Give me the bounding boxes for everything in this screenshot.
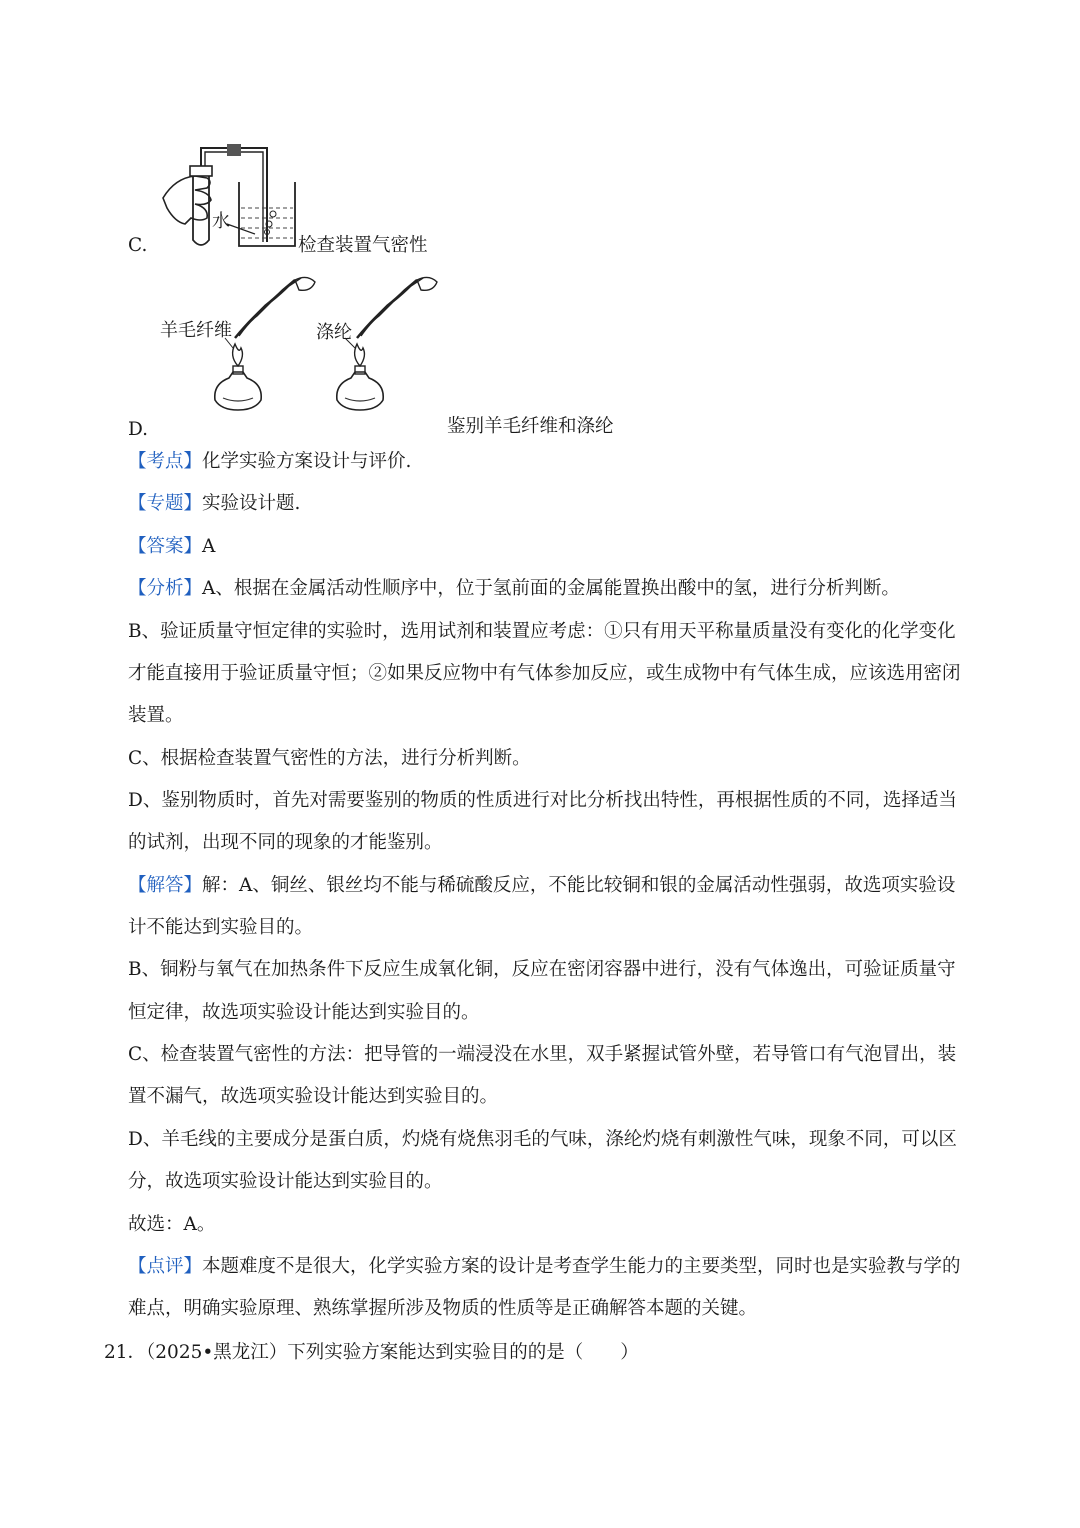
zhuanti-line (128, 492, 300, 516)
jieda-line (128, 874, 955, 898)
kaodian-text: 化学实验方案设计与评价. (202, 451, 412, 472)
zhuanti-tag: 【专题】 (128, 493, 203, 514)
airtightness-apparatus-figure (155, 138, 300, 256)
zhuanti-text: 实验设计题. (202, 493, 301, 514)
fenxi-line (128, 577, 900, 601)
answer-line (128, 535, 215, 559)
jieda-line: 分，故选项实验设计能达到实验目的。 (128, 1171, 443, 1192)
answer-text: A (202, 536, 216, 557)
jieda-line: 故选：A。 (128, 1214, 216, 1235)
fenxi-line: B、验证质量守恒定律的实验时，选用试剂和装置应考虑：①只有用天平称量质量没有变化的化学变化 (128, 621, 956, 642)
kaodian-line (128, 450, 411, 474)
next-question: 21．（2025•黑龙江）下列实验方案能达到实验目的的是（ ） (104, 1342, 639, 1363)
fenxi-line: 的试剂，出现不同的现象的才能鉴别。 (128, 832, 443, 853)
alcohol-lamp-left-icon (215, 277, 315, 410)
fenxi-tag: 【分析】 (128, 578, 203, 599)
wool-fiber-label: 羊毛纤维 (160, 320, 232, 341)
jieda-line: D、羊毛线的主要成分是蛋白质，灼烧有烧焦羽毛的气味，涤纶灼烧有刺激性气味，现象不同，可以区 (128, 1129, 957, 1150)
kaodian-tag: 【考点】 (128, 451, 203, 472)
dianping-line: 难点，明确实验原理、熟练掌握所涉及物质的性质等是正确解答本题的关键。 (128, 1298, 758, 1319)
fenxi-line: 才能直接用于验证质量守恒；②如果反应物中有气体参加反应，或生成物中有气体生成，应该选用密闭 (128, 663, 961, 684)
option-d-caption: 鉴别羊毛纤维和涤纶 (447, 416, 614, 437)
jieda-line: 恒定律，故选项实验设计能达到实验目的。 (128, 1002, 480, 1023)
jieda-line: C、检查装置气密性的方法：把导管的一端浸没在水里，双手紧握试管外壁，若导管口有气泡冒出，装 (128, 1044, 957, 1065)
option-c-letter: C. (128, 235, 148, 256)
dianping-line (128, 1255, 961, 1279)
answer-tag: 【答案】 (128, 536, 203, 557)
jieda-line: 置不漏气，故选项实验设计能达到实验目的。 (128, 1086, 499, 1107)
jieda-text: 解：A、铜丝、银丝均不能与稀硫酸反应，不能比较铜和银的金属活动性强弱，故选项实验设 (202, 875, 956, 896)
jieda-tag: 【解答】 (128, 875, 203, 896)
dianping-tag: 【点评】 (128, 1256, 203, 1277)
jieda-line: 计不能达到实验目的。 (128, 917, 314, 938)
fenxi-text: A、根据在金属活动性顺序中，位于氢前面的金属能置换出酸中的氢，进行分析判断。 (202, 578, 900, 599)
option-c-caption: 检查装置气密性 (298, 235, 428, 256)
jieda-line: B、铜粉与氧气在加热条件下反应生成氧化铜，反应在密闭容器中进行，没有气体逸出，可验证质量守 (128, 959, 956, 980)
fenxi-line: D、鉴别物质时，首先对需要鉴别的物质的性质进行对比分析找出特性，再根据性质的不同，选择适当 (128, 790, 957, 811)
fenxi-line: C、根据检查装置气密性的方法，进行分析判断。 (128, 748, 531, 769)
dianping-text: 本题难度不是很大，化学实验方案的设计是考查学生能力的主要类型，同时也是实验教与学的 (202, 1256, 961, 1277)
fenxi-line: 装置。 (128, 705, 184, 726)
water-label: 水 (212, 211, 230, 232)
fiber-burning-figure (195, 272, 460, 436)
polyester-label: 涤纶 (316, 322, 352, 343)
option-d-letter: D. (128, 419, 149, 440)
